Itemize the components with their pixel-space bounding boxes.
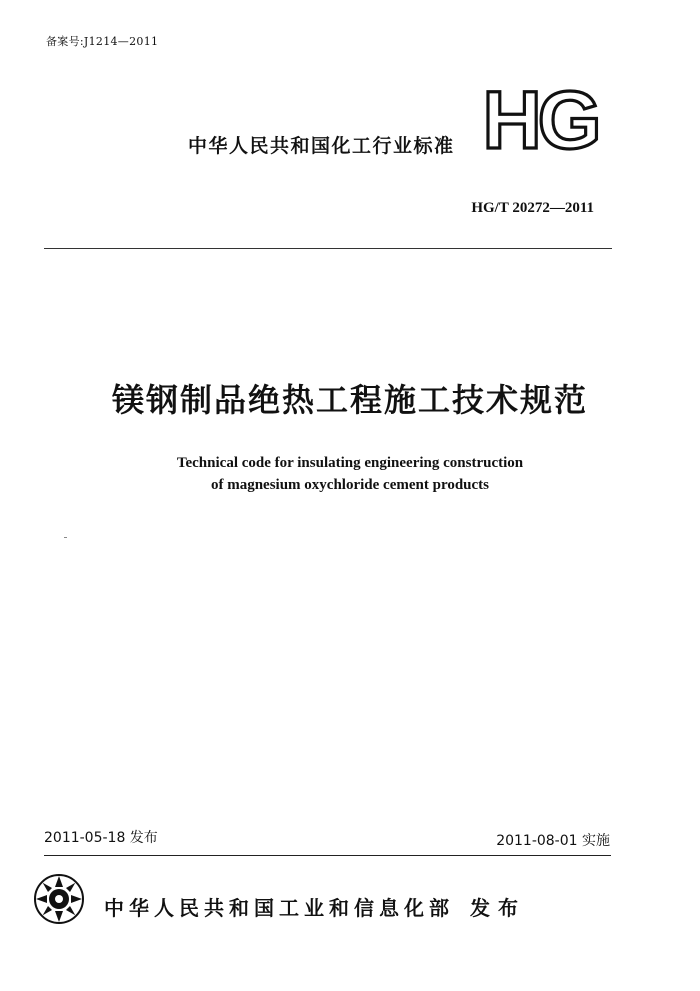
hg-logo-text: HG: [482, 88, 598, 156]
title-english-line-2: of magnesium oxychloride cement products: [210, 477, 490, 493]
footer-divider: [44, 855, 611, 856]
issuer: [104, 892, 526, 921]
implementation-date: 2011-08-01 实施: [496, 833, 610, 849]
industry-standard-label: 中华人民共和国化工行业标准: [188, 135, 455, 157]
scan-speck: [64, 537, 67, 538]
hg-logo: [477, 88, 603, 156]
filing-number: 备案号:J1214—2011: [46, 35, 159, 48]
issuer-name: 中华人民共和国工业和信息化部: [104, 896, 454, 920]
ministry-emblem-icon: [33, 873, 85, 925]
title-chinese: 镁钢制品绝热工程施工技术规范: [111, 381, 588, 419]
standard-number: HG/T 20272—2011: [471, 200, 594, 216]
publish-word: 发布: [470, 896, 526, 920]
header-divider: [44, 248, 612, 249]
title-english-line-1: Technical code for insulating engineering construction: [176, 455, 524, 471]
issue-date: 2011-05-18 发布: [44, 830, 158, 846]
title-english: [0, 452, 700, 496]
